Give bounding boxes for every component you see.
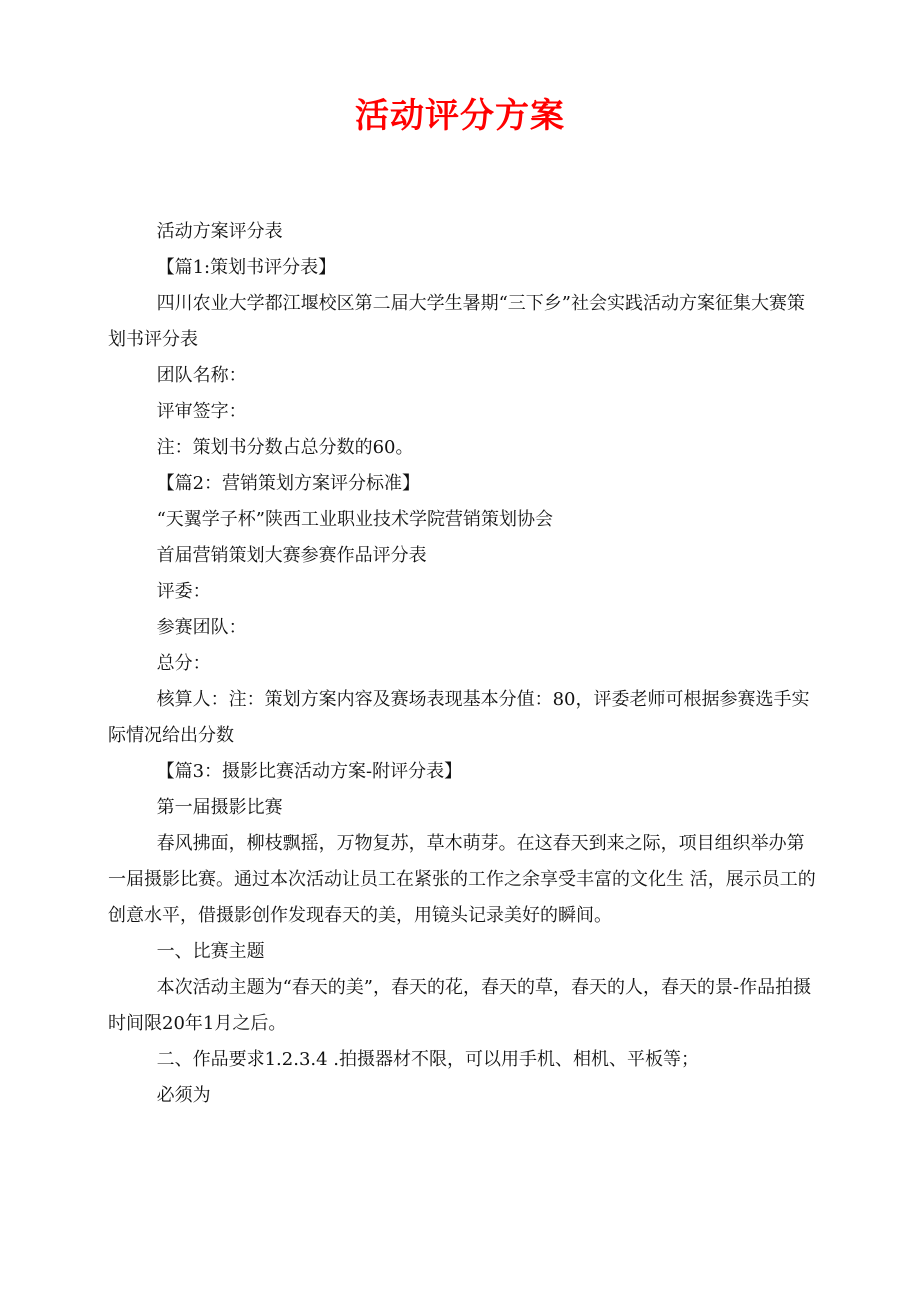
document-body (108, 214, 820, 1114)
paragraph-18: 本次活动主题为“春天的美”，春天的花，春天的草，春天的人，春天的景-作品拍摄时间限20年1月之后。 (108, 977, 812, 1034)
paragraph-7: 【篇2：营销策划方案评分标准】 (156, 473, 421, 494)
paragraph-5: 评审签字： (156, 401, 247, 422)
paragraph-10: 评委： (156, 581, 211, 602)
paragraph-2: 【篇1:策划书评分表】 (156, 257, 337, 278)
paragraph-12: 总分： (156, 653, 211, 674)
paragraph-15: 第一届摄影比赛 (156, 797, 283, 818)
paragraph-11: 参赛团队： (156, 617, 247, 638)
paragraph-19: 二、作品要求1.2.3.4 .拍摄器材不限，可以用手机、相机、平板等； (156, 1049, 700, 1070)
paragraph-16: 春风拂面，柳枝飘摇，万物复苏，草木萌芽。在这春天到来之际，项目组织举办第一届摄影比赛。通过本次活动让员工在紧张的工作之余享受丰富的文化生 活，展示员工的创意水平，借摄影创作发现春天的美，用镜头记录美好的瞬间。 (108, 833, 816, 926)
paragraph-8: “天翼学子杯”陕西工业职业技术学院营销策划协会 (156, 509, 553, 530)
paragraph-6: 注：策划书分数占总分数的60。 (156, 437, 414, 458)
paragraph-9: 首届营销策划大赛参赛作品评分表 (156, 545, 427, 566)
paragraph-17: 一、比赛主题 (156, 941, 265, 962)
paragraph-3: 四川农业大学都江堰校区第二届大学生暑期“三下乡”社会实践活动方案征集大赛策划书评分表 (108, 293, 805, 350)
paragraph-1: 活动方案评分表 (156, 221, 283, 242)
document-title: 活动评分方案 (355, 96, 565, 136)
paragraph-13: 核算人：注：策划方案内容及赛场表现基本分值：80，评委老师可根据参赛选手实际情况给出分数 (108, 689, 810, 746)
paragraph-20: 必须为 (156, 1085, 211, 1106)
paragraph-14: 【篇3：摄影比赛活动方案-附评分表】 (156, 761, 463, 782)
paragraph-4: 团队名称： (156, 365, 247, 386)
